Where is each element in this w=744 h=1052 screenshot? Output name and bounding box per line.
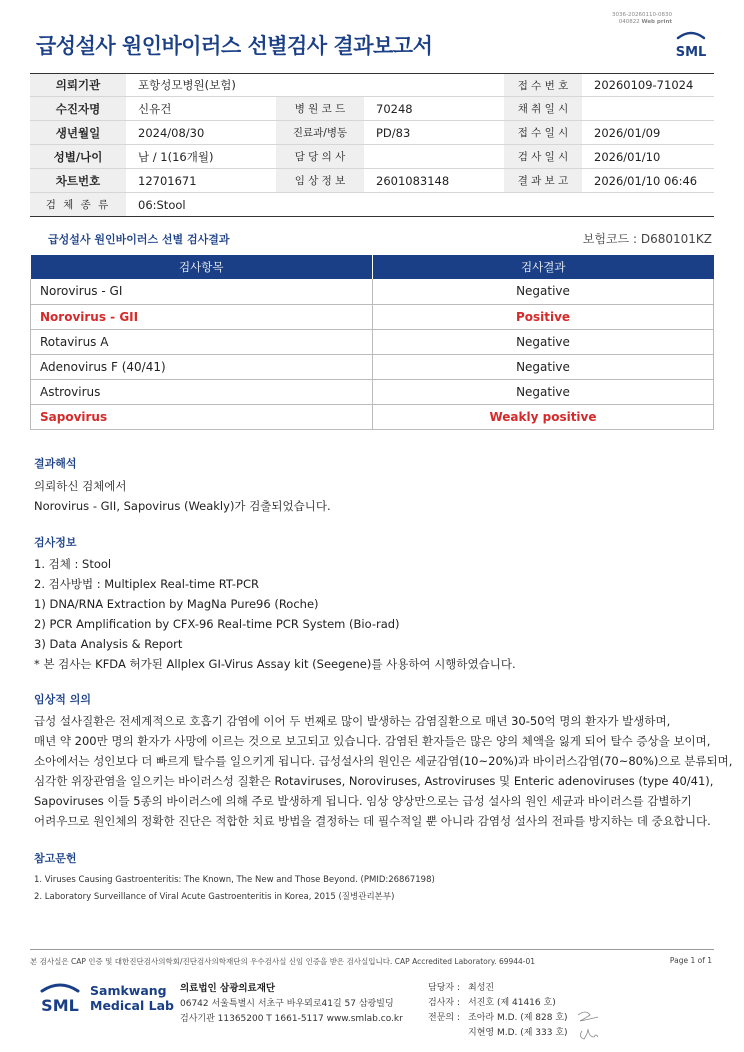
info-value: 2026/01/10 06:46 [594, 173, 698, 188]
org-name: 의료법인 삼광의료재단 [180, 983, 276, 994]
staff-name: 조아라 M.D. (제 828 호) [468, 1013, 568, 1023]
interpretation-line1: 의뢰하신 검체에서 [34, 479, 127, 493]
org-info [180, 981, 403, 1027]
result-value: Negative [373, 329, 714, 354]
info-value: 남 / 1(16개월) [138, 149, 214, 164]
staff-row [428, 1011, 568, 1026]
info-row [30, 169, 714, 193]
info-row [30, 73, 714, 97]
test-info-line: 1) DNA/RNA Extraction by MagNa Pure96 (Roche) [34, 597, 319, 611]
info-label: 의뢰기관 [30, 74, 126, 96]
clinical-line: 소아에서는 성인보다 더 빠르게 탈수를 일으키게 됩니다. 급성설사의 원인은 세균감염(10~20%)과 바이러스감염(70~80%)으로 분류되며, [34, 754, 733, 768]
result-value: Weakly positive [373, 404, 714, 429]
result-row [31, 279, 714, 304]
staff-name: 지현영 M.D. (제 333 호) [468, 1028, 568, 1038]
sml-footer-logo-text: SML [41, 996, 79, 1015]
result-value: Positive [373, 304, 714, 329]
test-info-section [34, 534, 516, 674]
info-label: 생년월일 [30, 121, 126, 144]
clinical-line: 매년 약 200만 명의 환자가 사망에 이르는 것으로 보고되고 있습니다. 감염된 환자들은 많은 양의 체액을 잃게 되어 탈수 증상을 보이며, [34, 734, 711, 748]
info-value: 2024/08/30 [138, 125, 205, 140]
info-label: 접 수 번 호 [504, 74, 582, 96]
result-row [31, 304, 714, 329]
col-test-result: 검사결과 [373, 255, 714, 279]
info-value: 12701671 [138, 173, 197, 188]
specimen-value: 06:Stool [138, 197, 186, 212]
footer-divider [30, 949, 714, 950]
result-item: Rotavirus A [31, 329, 373, 354]
interpretation-heading: 결과해석 [34, 457, 77, 470]
staff-role: 전문의 : [428, 1013, 460, 1023]
results-heading: 급성설사 원인바이러스 선별 검사결과 [48, 233, 230, 246]
clinical-line: Sapoviruses 이들 5종의 바이러스에 의해 주로 발생하게 됩니다. 임상 양상만으로는 급성 설사의 원인 세균과 바이러스를 감별하기 [34, 794, 692, 808]
info-value: 2026/01/10 [594, 149, 661, 164]
result-item: Norovirus - GI [31, 279, 373, 304]
test-info-line: 2) PCR Amplification by CFX-96 Real-time PCR System (Bio-rad) [34, 617, 400, 631]
info-row [30, 121, 714, 145]
staff-role [428, 1026, 468, 1041]
page-number: Page 1 of 1 [669, 956, 712, 965]
page-title: 급성설사 원인바이러스 선별검사 결과보고서 [36, 34, 433, 58]
test-info-heading: 검사정보 [34, 536, 77, 549]
print-id-line2: 040822 [618, 18, 640, 25]
info-row [30, 145, 714, 169]
sml-logo-icon [670, 26, 712, 62]
references-section [34, 850, 435, 906]
clinical-section [34, 691, 732, 831]
info-value: 포항성모병원(보험) [138, 78, 236, 92]
info-label: 차트번호 [30, 169, 126, 192]
col-test-item: 검사항목 [31, 255, 373, 279]
org-contact: 검사기관 11365200 T 1661-5117 www.smlab.co.kr [180, 1014, 403, 1024]
result-row [31, 379, 714, 404]
patient-info-table [30, 73, 714, 217]
info-label: 진료과/병동 [276, 121, 364, 144]
info-row [30, 97, 714, 121]
staff-name: 서진호 (제 41416 호) [468, 998, 556, 1008]
info-label: 담 당 의 사 [276, 145, 364, 168]
clinical-line: 어려우므로 원인체의 정확한 진단은 적합한 치료 방법을 결정하는 데 필수적일 뿐 아니라 감염성 설사의 전파를 방지하는 데 중요합니다. [34, 814, 711, 828]
info-label: 성별/나이 [30, 145, 126, 168]
print-id [612, 12, 672, 25]
specimen-label: 검 체 종 류 [30, 193, 126, 216]
clinical-line: 심각한 위장관염을 일으키는 바이러스성 질환은 Rotaviruses, Noroviruses, Astroviruses 및 Enteric adenoviruses (type 40/41), [34, 774, 714, 788]
results-table [30, 255, 714, 430]
result-value: Negative [373, 354, 714, 379]
info-label: 병 원 코 드 [276, 97, 364, 120]
references-heading: 참고문헌 [34, 852, 77, 865]
info-value: PD/83 [376, 125, 411, 140]
test-info-line: 3) Data Analysis & Report [34, 637, 183, 651]
result-value: Negative [373, 279, 714, 304]
org-address: 06742 서울특별시 서초구 바우뫼로41길 57 삼광빌딩 [180, 999, 394, 1009]
sml-footer-logo-icon [36, 980, 84, 1016]
staff-role: 검사자 : [428, 998, 460, 1008]
staff-row [428, 1026, 568, 1041]
info-value: 2026/01/09 [594, 125, 661, 140]
reference-line: 2. Laboratory Surveillance of Viral Acute Gastroenteritis in Korea, 2015 (질병관리본부) [34, 892, 395, 902]
reference-line: 1. Viruses Causing Gastroenteritis: The Known, The New and Those Beyond. (PMID:26867198) [34, 875, 435, 885]
footer-logo [36, 980, 174, 1016]
result-item: Astrovirus [31, 379, 373, 404]
insurance-code: 보험코드 : D680101KZ [582, 232, 712, 246]
signature-icon [576, 1007, 604, 1043]
info-label: 접 수 일 시 [504, 121, 582, 144]
test-info-line: 1. 검체 : Stool [34, 557, 112, 571]
staff-role: 담당자 : [428, 983, 460, 993]
result-item: Adenovirus F (40/41) [31, 354, 373, 379]
logo-name-line1: Samkwang [90, 983, 167, 998]
info-value: 70248 [376, 101, 413, 116]
sml-logo-text: SML [675, 45, 707, 60]
info-label: 임 상 정 보 [276, 169, 364, 192]
info-value: 2601083148 [376, 173, 450, 188]
info-label: 결 과 보 고 [504, 169, 582, 192]
clinical-line: 급성 설사질환은 전세계적으로 호흡기 감염에 이어 두 번째로 많이 발생하는 감염질환으로 매년 30-50억 명의 환자가 발생하며, [34, 714, 671, 728]
info-label: 검 사 일 시 [504, 145, 582, 168]
info-label: 채 취 일 시 [504, 97, 582, 120]
interpretation-section [34, 455, 331, 516]
staff-name: 최성진 [468, 983, 495, 993]
info-value: 20260109-71024 [594, 78, 694, 92]
test-info-line: 2. 검사방법 : Multiplex Real-time RT-PCR [34, 577, 259, 591]
clinical-heading: 임상적 의의 [34, 693, 91, 706]
result-item: Sapovirus [31, 404, 373, 429]
interpretation-line2: Norovirus - GII, Sapovirus (Weakly)가 검출되었습니다. [34, 499, 331, 513]
info-label: 수진자명 [30, 97, 126, 120]
staff-list [428, 981, 568, 1041]
result-value: Negative [373, 379, 714, 404]
accreditation-note: 본 검사실은 CAP 인증 및 대한진단검사의학회/진단검사의학재단의 우수검사실 신임 인증을 받은 검사실입니다. CAP Accredited Laboratory. 69944-01 [30, 957, 536, 966]
print-id-line1: 3036-20260110-0830 [612, 12, 672, 18]
staff-row [428, 996, 568, 1011]
info-value [582, 97, 714, 120]
info-value: 신유건 [138, 101, 172, 116]
test-info-line: * 본 검사는 KFDA 허가된 Allplex GI-Virus Assay kit (Seegene)를 사용하여 시행하였습니다. [34, 657, 516, 671]
staff-row [428, 981, 568, 996]
info-row-specimen [30, 193, 714, 217]
logo-name-line2: Medical Lab [90, 998, 174, 1013]
print-id-web: Web print [641, 18, 672, 25]
result-row [31, 404, 714, 429]
result-row [31, 354, 714, 379]
info-value [364, 145, 504, 168]
result-row [31, 329, 714, 354]
result-item: Norovirus - GII [31, 304, 373, 329]
